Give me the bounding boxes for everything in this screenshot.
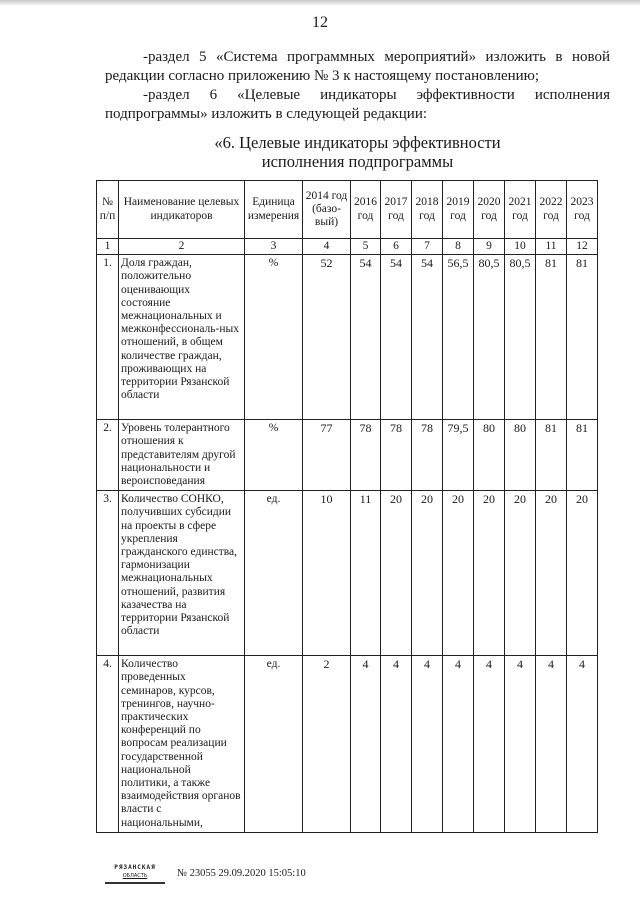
indicator-name: Доля граждан, положительно оценивающих состояние межнациональных и межконфессиональ-ных отношений, в общем количестве граждан, проживающих на территории Рязанской области [119, 255, 245, 420]
header-2022: 2022 год [536, 181, 567, 239]
value-2023: 81 [567, 255, 598, 420]
row-number: 3. [97, 491, 119, 656]
column-number: 2 [119, 239, 245, 255]
header-2019: 2019 год [443, 181, 474, 239]
row-number: 2. [97, 420, 119, 491]
column-number: 6 [381, 239, 412, 255]
logo-title: РЯЗАНСКАЯ [114, 864, 156, 871]
value-2017: 20 [381, 491, 412, 656]
table-row [97, 491, 598, 656]
row-number: 4. [97, 656, 119, 833]
heading-line-1: «6. Целевые индикаторы эффективности [214, 133, 501, 152]
row-number: 1. [97, 255, 119, 420]
table-header-row [97, 181, 598, 239]
header-2020: 2020 год [474, 181, 505, 239]
logo-subtitle: ОБЛАСТЬ [122, 873, 148, 879]
table-row [97, 656, 598, 833]
value-2018: 54 [412, 255, 443, 420]
value-2017: 54 [381, 255, 412, 420]
section-heading [105, 133, 610, 171]
paragraph-section-5 [105, 48, 610, 86]
value-2023: 81 [567, 420, 598, 491]
header-2021: 2021 год [505, 181, 536, 239]
indicator-unit: % [245, 420, 303, 491]
value-2021: 80,5 [505, 255, 536, 420]
value-2023: 20 [567, 491, 598, 656]
registration-stamp: № 23055 29.09.2020 15:05:10 [177, 867, 306, 879]
indicator-name: Количество проведенных семинаров, курсов, тренингов, научно-практических конференций по вопросам реализации государственной национальной политики, а также взаимодействия органов власти с национальными, [119, 656, 245, 833]
value-2020: 4 [474, 656, 505, 833]
value-2017: 78 [381, 420, 412, 491]
value-2014: 77 [303, 420, 351, 491]
value-2018: 4 [412, 656, 443, 833]
value-2021: 20 [505, 491, 536, 656]
indicators-table [96, 180, 598, 833]
value-2022: 81 [536, 420, 567, 491]
paragraph-text: -раздел 6 «Целевые индикаторы эффективности исполнения подпрограммы» изложить в следующей редакции: [105, 87, 610, 122]
indicator-unit: ед. [245, 491, 303, 656]
header-2023: 2023 год [567, 181, 598, 239]
column-number: 5 [351, 239, 381, 255]
value-2016: 78 [351, 420, 381, 491]
indicator-unit: ед. [245, 656, 303, 833]
value-2020: 80,5 [474, 255, 505, 420]
column-number: 1 [97, 239, 119, 255]
value-2021: 80 [505, 420, 536, 491]
value-2018: 78 [412, 420, 443, 491]
header-2018: 2018 год [412, 181, 443, 239]
value-2019: 79,5 [443, 420, 474, 491]
heading-line-2: исполнения подпрограммы [261, 152, 454, 171]
value-2022: 4 [536, 656, 567, 833]
header-2014: 2014 год (базо-вый) [303, 181, 351, 239]
column-number: 4 [303, 239, 351, 255]
value-2022: 20 [536, 491, 567, 656]
table-row [97, 420, 598, 491]
value-2020: 80 [474, 420, 505, 491]
header-num: № п/п [97, 181, 119, 239]
page-number: 12 [312, 14, 328, 31]
column-number: 9 [474, 239, 505, 255]
value-2019: 4 [443, 656, 474, 833]
column-number-row [97, 239, 598, 255]
paragraph-section-6 [105, 86, 610, 124]
value-2020: 20 [474, 491, 505, 656]
value-2014: 10 [303, 491, 351, 656]
scan-top-edge [0, 0, 640, 6]
indicator-name: Уровень толерантного отношения к представителям другой национальности и вероисповедания [119, 420, 245, 491]
column-number: 11 [536, 239, 567, 255]
indicator-name: Количество СОНКО, получивших субсидии на проекты в сфере укрепления гражданского единства, гармонизации межнациональных отношений, развития казачества на территории Рязанской области [119, 491, 245, 656]
value-2019: 20 [443, 491, 474, 656]
header-2017: 2017 год [381, 181, 412, 239]
value-2016: 54 [351, 255, 381, 420]
value-2014: 52 [303, 255, 351, 420]
indicator-unit: % [245, 255, 303, 420]
value-2023: 4 [567, 656, 598, 833]
document-footer [105, 862, 306, 884]
header-name: Наименование целевых индикаторов [119, 181, 245, 239]
column-number: 7 [412, 239, 443, 255]
value-2022: 81 [536, 255, 567, 420]
value-2018: 20 [412, 491, 443, 656]
column-number: 8 [443, 239, 474, 255]
paragraph-text: -раздел 5 «Система программных мероприятий» изложить в новой редакции согласно приложению № 3 к настоящему постановлению; [105, 49, 610, 84]
column-number: 12 [567, 239, 598, 255]
table-row [97, 255, 598, 420]
value-2017: 4 [381, 656, 412, 833]
value-2021: 4 [505, 656, 536, 833]
value-2019: 56,5 [443, 255, 474, 420]
value-2016: 4 [351, 656, 381, 833]
column-number: 10 [505, 239, 536, 255]
value-2016: 11 [351, 491, 381, 656]
header-unit: Единица измерения [245, 181, 303, 239]
registry-logo [105, 862, 165, 884]
value-2014: 2 [303, 656, 351, 833]
column-number: 3 [245, 239, 303, 255]
header-2016: 2016 год [351, 181, 381, 239]
